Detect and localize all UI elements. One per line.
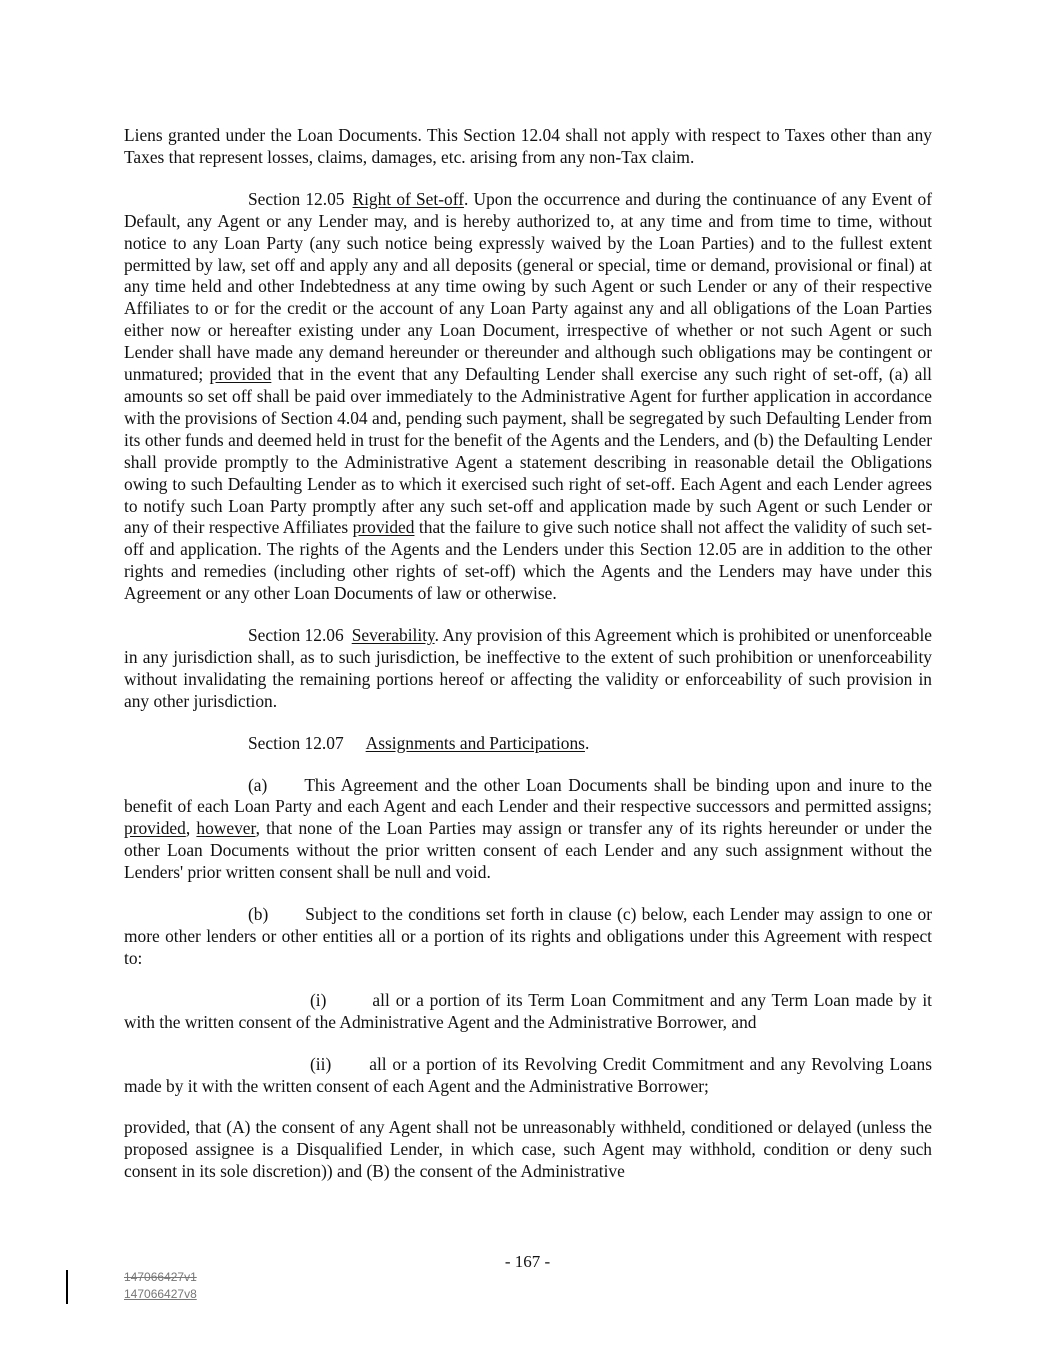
clause-label: (ii) (310, 1053, 332, 1074)
paragraph-continuation: Liens granted under the Loan Documents. This Section 12.04 shall not apply with respect to Taxes other than any Taxes that represent losses, claims, damages, etc. arising from any non-Tax claim. (124, 125, 932, 167)
clause-text: This Agreement and the other Loan Documents shall be binding upon and inure to the benefit of each Loan Party and each Agent and each Lender and their respective successors and permitted assigns; (124, 774, 932, 817)
clause-label: (i) (310, 989, 327, 1010)
provided-term: provided (124, 818, 186, 839)
doc-id-old: 147066427v1 (124, 1270, 197, 1284)
clause-text: all or a portion of its Revolving Credit Commitment and any Revolving Loans made by it with the written consent of each Agent and the Administrative Borrower; (124, 1053, 932, 1096)
clause-b-paragraph (124, 904, 932, 970)
section-text: that in the event that any Defaulting Lender shall exercise any such right of set-off, (a) all amounts so set off shall be paid over immediately to the Administrative Agent for further application in accordance with the provisions of Section 4.04 and, pending such payment, shall be segregated by such Defaulting Lender from its other funds and deemed held in trust for the benefit of the Agents and the Lenders, and (b) the Defaulting Lender shall provide promptly to the Administrative Agent a statement describing in reasonable detail the Obligations owing to such Defaulting Lender as to which it exercised such right of set-off. Each Agent and each Lender agrees to notify such Loan Party promptly after any such set-off and application made by such Agent or such Lender or any of their respective Affiliates (124, 364, 932, 538)
section-title-severability: Severability (351, 625, 435, 646)
section-title-assignments: Assignments and Participations (365, 732, 585, 753)
proviso-paragraph: provided, that (A) the consent of any Agent shall not be unreasonably withheld, conditioned or delayed (unless the proposed assignee is a Disqualified Lender, in which case, such Agent may withhold, condition or deny such consent in its sole discretion)) and (B) the consent of the Administrative (124, 1117, 932, 1182)
section-text: . Upon the occurrence and during the continuance of any Event of Default, any Agent or any Lender may, and is hereby authorized to, at any time and from time to time, without notice to any Loan Party (any such notice being expressly waived by the Loan Parties) and to the fullest extent permitted by law, set off and apply any and all deposits (general or special, time or demand, provisional or final) at any time held and other Indebtedness at any time owing by such Agent or such Lender or any of their respective Affiliates to or for the credit or the account of any Loan Party against any and all obligations of the Loan Parties either now or hereafter existing under any Loan Document, irrespective of whether or not such Agent or such Lender shall have made any demand hereunder or thereunder and although such obligations may be contingent or unmatured; (124, 188, 932, 385)
clause-label: (b) (248, 904, 269, 925)
section-title-period: . (584, 732, 590, 753)
section-number: Section 12.07 (248, 732, 344, 753)
clause-ii-paragraph (124, 1054, 932, 1098)
document-body (124, 125, 932, 1203)
page-number: - 167 - (504, 1252, 551, 1271)
section-number: Section 12.05 (248, 188, 345, 209)
provided-term: provided (352, 517, 415, 538)
doc-id-new: 147066427v8 (124, 1287, 197, 1301)
section-text: . Any provision of this Agreement which is prohibited or unenforceable in any jurisdiction shall, as to such jurisdiction, be ineffective to the extent of such prohibition or unenforceability without invalidating the remaining portions hereof or affecting the validity or enforceability of such provision in any other jurisdiction. (124, 625, 932, 711)
clause-a-paragraph (124, 775, 932, 885)
section-text: that the failure to give such notice shall not affect the validity of such set-off and application. The rights of the Agents and the Lenders under this Section 12.05 are in addition to the other rights and remedies (including other rights of set-off) which the Agents and the Lenders may have under this Agreement or any other Loan Documents of law or otherwise. (124, 517, 933, 604)
clause-label: (a) (248, 774, 268, 795)
comma: , (185, 818, 197, 839)
change-bar (66, 1270, 68, 1304)
clause-text: Subject to the conditions set forth in clause (c) below, each Lender may assign to one or more other lenders or other entities all or a portion of its rights and obligations under this Agreement with respect to: (124, 904, 932, 968)
provided-term: provided (209, 364, 272, 385)
section-title-right-of-set-off: Right of Set-off (352, 188, 464, 209)
section-12-05-paragraph (124, 189, 932, 605)
clause-i-paragraph (124, 990, 932, 1034)
however-term: however (196, 818, 256, 839)
section-12-06-paragraph (124, 625, 932, 713)
section-number: Section 12.06 (248, 625, 344, 646)
section-12-07-heading (248, 733, 932, 755)
clause-text: all or a portion of its Term Loan Commitment and any Term Loan made by it with the written consent of the Administrative Agent and the Administrative Borrower, and (124, 989, 932, 1032)
clause-text: , that none of the Loan Parties may assign or transfer any of its rights hereunder or under the other Loan Documents without the prior written consent of each Lender and any such assignment without the Lenders' prior written consent shall be null and void. (124, 818, 932, 883)
